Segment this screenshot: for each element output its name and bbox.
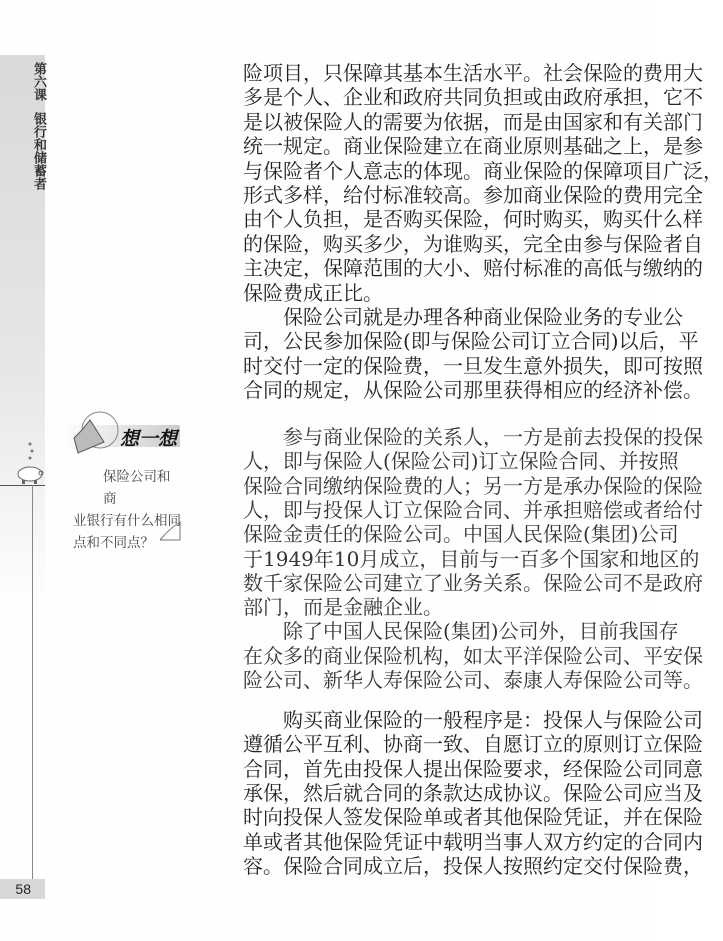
chapter-number: 第六课 <box>31 62 46 101</box>
text-line: 险项目，只保障其基本生活水平。社会保险的费用大 <box>243 61 703 85</box>
text-line: 统一规定。商业保险建立在商业原则基础之上，是参 <box>243 134 703 159</box>
divider <box>32 485 33 880</box>
text-line: 时向投保人签发保险单或者其他保险凭证，并在保险 <box>243 805 703 830</box>
text-line: 参与商业保险的关系人，一方是前去投保的投保 <box>243 425 703 449</box>
text-line: 司，公民参加保险(即与保险公司订立合同)以后，平 <box>243 329 699 354</box>
text-line: 人，即与保险人(保险公司)订立保险合同、并按照 <box>243 449 679 474</box>
text-line: 数千家保险公司建立了业务关系。保险公司不是政府 <box>243 570 703 595</box>
text-line: 容。保险合同成立后，投保人按照约定交付保险费， <box>243 853 703 878</box>
text-line: 遵循公平互利、协商一致、自愿订立的原则订立保险 <box>243 732 703 757</box>
text-line: 合同，首先由投保人提出保险要求，经保险公司同意 <box>243 756 703 781</box>
text-line: 部门，而是金融企业。 <box>243 595 443 620</box>
text-line: 险公司、新华人寿保险公司、泰康人寿保险公司等。 <box>243 668 703 692</box>
text-line: 的保险，购买多少，为谁购买，完全由参与保险者自 <box>243 231 703 256</box>
text-line: 于1949年10月成立，目前与一百多个国家和地区的 <box>243 546 700 571</box>
text-line: 保险公司就是办理各种商业保险业务的专业公 <box>243 305 683 329</box>
question-line: 点和不同点？ <box>73 535 154 551</box>
text-line: 除了中国人民保险(集团)公司外，目前我国存 <box>243 619 679 643</box>
question-line: 保险公司和商 <box>103 469 171 507</box>
text-line: 是以被保险人的需要为依据，而是由国家和有关部门 <box>243 109 703 134</box>
text-line: 时交付一定的保险费，一旦发生意外损失，即可按照 <box>243 353 703 378</box>
text-line: 由个人负担，是否购买保险，何时购买，购买什么样 <box>243 207 703 232</box>
text-line: 承保，然后就合同的条款达成协议。保险公司应当及 <box>243 780 703 805</box>
text-line: 单或者其他保险凭证中载明当事人双方约定的合同内 <box>243 829 703 854</box>
page-number <box>0 879 45 899</box>
text-line: 保险费成正比。 <box>243 280 383 305</box>
text-line: 人，即与投保人订立保险合同、并承担赔偿或者给付 <box>243 497 703 522</box>
piggy-bank-icon <box>14 440 46 486</box>
text-line: 合同的规定，从保险公司那里获得相应的经济补偿。 <box>243 378 703 403</box>
text-line: 与保险者个人意志的体现。商业保险的保障项目广泛， <box>243 158 723 183</box>
text-line: 购买商业保险的一般程序是：投保人与保险公司 <box>243 708 703 732</box>
text-line: 保险合同缴纳保险费的人；另一方是承办保险的保险 <box>243 473 703 498</box>
text-line: 在众多的商业保险机构，如太平洋保险公司、平安保 <box>243 643 703 668</box>
question-line: 业银行有什么相同 <box>73 513 181 529</box>
text-line: 形式多样，给付标准较高。参加商业保险的费用完全 <box>243 183 703 207</box>
page-number-text: 58 <box>15 881 31 897</box>
text-line: 多是个人、企业和政府共同负担或由政府承担，它不 <box>243 85 703 110</box>
page-curl-icon <box>160 520 182 542</box>
think-box-title: 想一想 <box>120 428 178 450</box>
text-line: 保险金责任的保险公司。中国人民保险(集团)公司 <box>243 522 679 547</box>
text-line: 主决定，保障范围的大小、赔付标准的高低与缴纳的 <box>243 256 703 281</box>
thinking-head-icon <box>68 408 128 458</box>
chapter-title: 银行和储蓄者 <box>31 112 46 190</box>
